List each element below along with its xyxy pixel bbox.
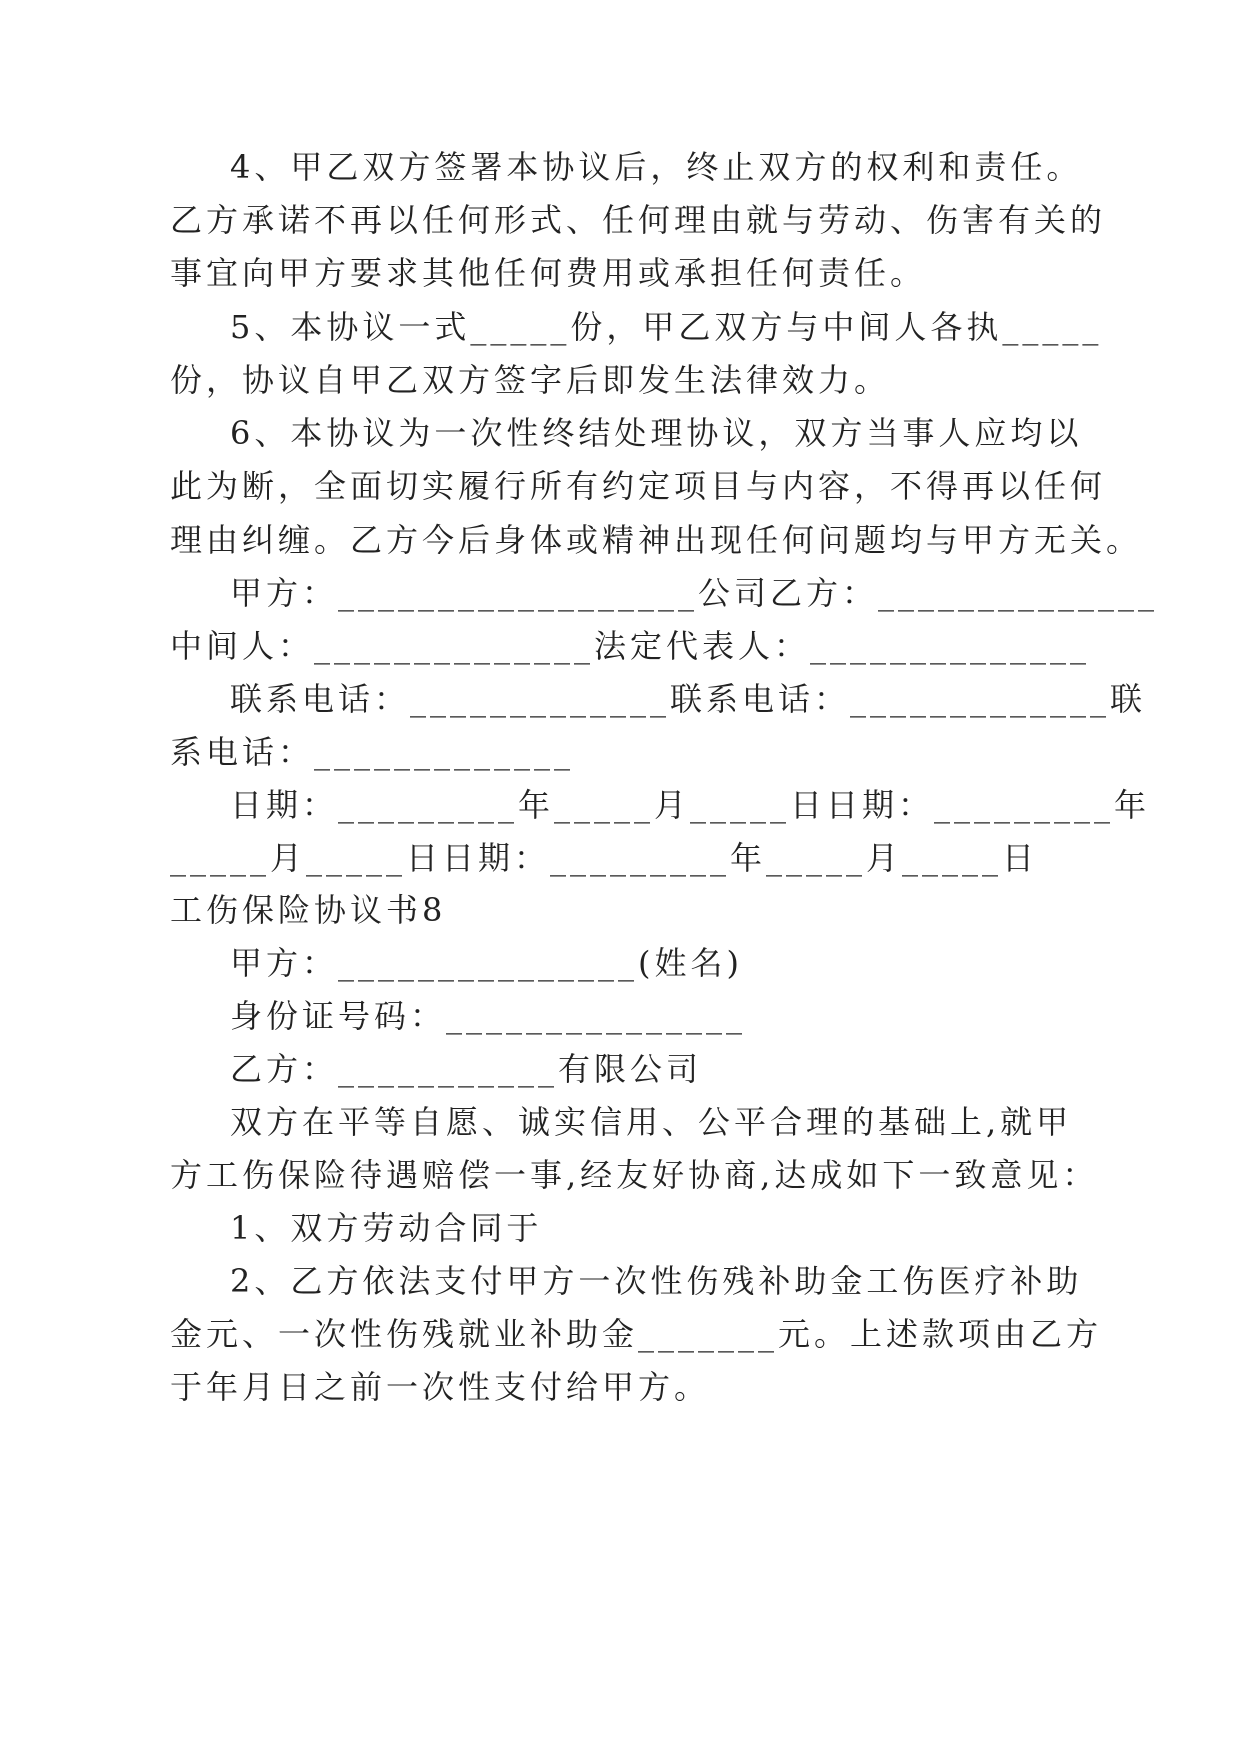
text-line: 双方在平等自愿、诚实信用、公平合理的基础上,就甲	[230, 1103, 1073, 1141]
text-line: 5、本协议一式_____份，甲乙双方与中间人各执_____	[230, 308, 1103, 346]
text-line: 份，协议自甲乙双方签字后即发生法律效力。	[170, 361, 891, 399]
text-line: 方工伤保险待遇赔偿一事,经友好协商,达成如下一致意见：	[170, 1156, 1099, 1194]
text-line: 甲方：__________________公司乙方：______________	[230, 574, 1159, 612]
text-line: 金元、一次性伤残就业补助金_______元。上述款项由乙方	[170, 1315, 1103, 1353]
text-line: 此为断，全面切实履行所有约定项目与内容，不得再以任何	[170, 467, 1107, 505]
text-line: 事宜向甲方要求其他任何费用或承担任何责任。	[170, 254, 927, 292]
section-title: 工伤保险协议书8	[170, 891, 447, 929]
text-line: 系电话：_____________	[170, 733, 575, 771]
text-line: 1、双方劳动合同于	[230, 1209, 543, 1247]
text-line: 乙方：___________有限公司	[230, 1050, 703, 1088]
text-line: _____月_____日日期：_________年_____月_____日	[170, 839, 1039, 877]
text-line: 身份证号码：_______________	[230, 997, 747, 1035]
text-line: 联系电话：_____________联系电话：_____________联	[230, 680, 1147, 718]
text-line: 于年月日之前一次性支付给甲方。	[170, 1368, 711, 1406]
text-line: 日期：_________年_____月_____日日期：_________年	[230, 786, 1151, 824]
text-line: 4、甲乙双方签署本协议后，终止双方的权利和责任。	[230, 148, 1083, 186]
text-line: 理由纠缠。乙方今后身体或精神出现任何问题均与甲方无关。	[170, 521, 1143, 559]
text-line: 乙方承诺不再以任何形式、任何理由就与劳动、伤害有关的	[170, 201, 1107, 239]
text-line: 6、本协议为一次性终结处理协议，双方当事人应均以	[230, 414, 1083, 452]
text-line: 中间人：______________法定代表人：______________	[170, 627, 1091, 665]
text-line: 甲方：_______________(姓名)	[230, 944, 743, 982]
text-line: 2、乙方依法支付甲方一次性伤残补助金工伤医疗补助	[230, 1262, 1083, 1300]
